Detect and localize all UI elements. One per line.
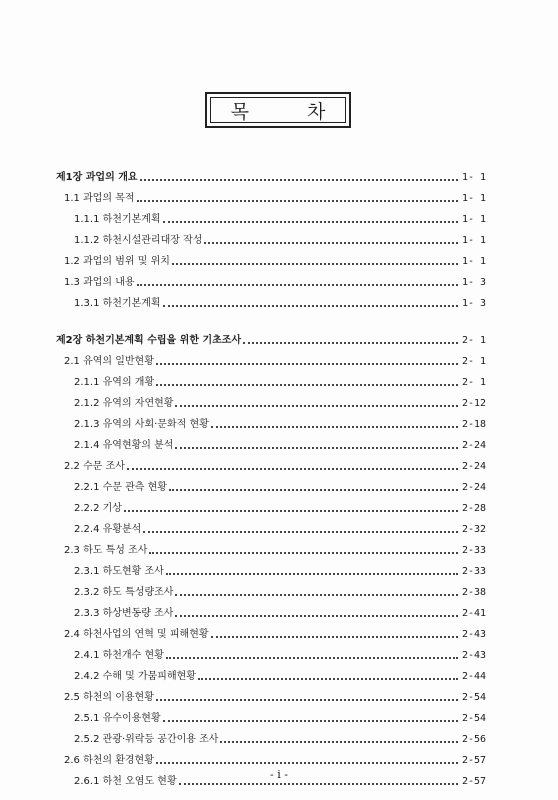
toc-entry-page: 2-57	[462, 776, 487, 787]
toc-entry-page: 2-54	[462, 692, 487, 703]
toc-leader-dots	[211, 636, 458, 638]
toc-leader-dots	[163, 720, 458, 722]
toc-entry-label: 2.6.1 하천 오염도 현황	[74, 776, 177, 787]
toc-leader-dots	[156, 762, 458, 764]
table-of-contents	[56, 166, 492, 791]
toc-subsection-entry	[56, 665, 492, 686]
toc-entry-page: 2-57	[462, 755, 487, 766]
toc-entry-page: 1- 1	[462, 193, 487, 204]
toc-subsection-entry	[56, 229, 492, 250]
toc-entry-label: 1.1 과업의 목적	[64, 193, 135, 204]
toc-entry-label: 2.1.2 유역의 자연현황	[74, 398, 174, 409]
toc-leader-dots	[166, 573, 458, 575]
toc-entry-page: 2-41	[462, 608, 487, 619]
toc-entry-page: 1- 3	[462, 298, 487, 309]
toc-leader-dots	[172, 263, 458, 265]
toc-entry-label: 2.2 수문 조사	[64, 461, 125, 472]
toc-subsection-entry	[56, 581, 492, 602]
toc-section-entry	[56, 686, 492, 707]
toc-entry-label: 2.2.1 수문 관측 현황	[74, 482, 167, 493]
toc-entry-label: 2.4.1 하천개수 현황	[74, 650, 164, 661]
toc-subsection-entry	[56, 644, 492, 665]
toc-entry-label: 제1장 과업의 개요	[56, 172, 138, 183]
toc-entry-page: 1- 1	[462, 214, 487, 225]
toc-section-entry	[56, 250, 492, 271]
toc-entry-label: 2.2.2 기상	[74, 503, 122, 514]
toc-section-entry	[56, 455, 492, 476]
toc-leader-dots	[137, 284, 458, 286]
toc-leader-dots	[179, 783, 458, 785]
toc-entry-page: 1- 3	[462, 277, 487, 288]
toc-leader-dots	[243, 342, 458, 344]
toc-entry-label: 2.3.3 하상변동량 조사	[74, 608, 174, 619]
toc-leader-dots	[175, 594, 458, 596]
page-number: - i -	[270, 768, 288, 781]
toc-subsection-entry	[56, 476, 492, 497]
title-box	[205, 92, 351, 128]
toc-entry-page: 2- 1	[462, 335, 487, 346]
toc-subsection-entry	[56, 560, 492, 581]
toc-entry-label: 제2장 하천기본계획 수립을 위한 기초조사	[56, 335, 242, 346]
toc-leader-dots	[220, 741, 458, 743]
toc-subsection-entry	[56, 371, 492, 392]
toc-leader-dots	[163, 305, 458, 307]
toc-entry-page: 1- 1	[462, 256, 487, 267]
toc-subsection-entry	[56, 434, 492, 455]
toc-leader-dots	[143, 531, 458, 533]
toc-leader-dots	[156, 384, 458, 386]
toc-entry-label: 2.5.2 관광·위락등 공간이용 조사	[74, 734, 219, 745]
toc-section-entry	[56, 187, 492, 208]
toc-entry-label: 2.2.4 유황분석	[74, 524, 142, 535]
toc-entry-label: 2.3.2 하도 특성량조사	[74, 587, 174, 598]
toc-entry-page: 2-33	[462, 566, 487, 577]
toc-subsection-entry	[56, 602, 492, 623]
toc-leader-dots	[156, 699, 458, 701]
toc-entry-page: 2-24	[462, 440, 487, 451]
toc-section-entry	[56, 350, 492, 371]
toc-leader-dots	[156, 363, 458, 365]
toc-entry-page: 2-56	[462, 734, 487, 745]
toc-entry-label: 2.1.1 유역의 개황	[74, 377, 155, 388]
toc-entry-label: 2.6 하천의 환경현황	[64, 755, 154, 766]
toc-subsection-entry	[56, 728, 492, 749]
toc-entry-label: 2.5.1 유수이용현황	[74, 713, 161, 724]
toc-leader-dots	[149, 552, 458, 554]
toc-entry-page: 2-18	[462, 419, 487, 430]
toc-leader-dots	[166, 657, 458, 659]
toc-entry-page: 2-43	[462, 629, 487, 640]
toc-entry-page: 2-33	[462, 545, 487, 556]
toc-chapter-entry	[56, 166, 492, 187]
toc-leader-dots	[211, 426, 458, 428]
toc-entry-label: 1.1.2 하천시설관리대장 작성	[74, 235, 203, 246]
toc-entry-label: 1.2 과업의 범위 및 위치	[64, 256, 170, 267]
toc-leader-dots	[204, 242, 458, 244]
toc-section-entry	[56, 749, 492, 770]
toc-section-entry	[56, 271, 492, 292]
toc-subsection-entry	[56, 292, 492, 313]
toc-section-entry	[56, 623, 492, 644]
toc-leader-dots	[175, 447, 458, 449]
toc-entry-label: 2.1.3 유역의 사회·문화적 현황	[74, 419, 209, 430]
toc-entry-page: 2-12	[462, 398, 487, 409]
toc-entry-label: 2.5 하천의 이용현황	[64, 692, 154, 703]
toc-entry-label: 1.3 과업의 내용	[64, 277, 135, 288]
toc-entry-page: 2-44	[462, 671, 487, 682]
toc-chapter-entry	[56, 329, 492, 350]
toc-entry-label: 2.4.2 수해 및 가뭄피해현황	[74, 671, 196, 682]
toc-entry-page: 1- 1	[462, 235, 487, 246]
page-title: 목 차	[230, 100, 352, 123]
toc-entry-label: 2.3.1 하도현황 조사	[74, 566, 164, 577]
toc-entry-page: 2-38	[462, 587, 487, 598]
toc-entry-page: 2-43	[462, 650, 487, 661]
toc-entry-label: 1.3.1 하천기본계획	[74, 298, 161, 309]
toc-leader-dots	[169, 489, 458, 491]
toc-leader-dots	[140, 179, 458, 181]
toc-leader-dots	[198, 678, 458, 680]
toc-leader-dots	[163, 221, 458, 223]
toc-subsection-entry	[56, 518, 492, 539]
toc-leader-dots	[175, 615, 458, 617]
toc-entry-page: 2-54	[462, 713, 487, 724]
toc-subsection-entry	[56, 392, 492, 413]
toc-entry-label: 2.1 유역의 일반현황	[64, 356, 154, 367]
toc-entry-page: 2-32	[462, 524, 487, 535]
toc-subsection-entry	[56, 208, 492, 229]
toc-section-entry	[56, 539, 492, 560]
toc-leader-dots	[124, 510, 458, 512]
toc-entry-label: 2.1.4 유역현황의 분석	[74, 440, 174, 451]
toc-subsection-entry	[56, 497, 492, 518]
toc-entry-page: 2-24	[462, 461, 487, 472]
toc-subsection-entry	[56, 707, 492, 728]
toc-entry-label: 2.3 하도 특성 조사	[64, 545, 148, 556]
toc-entry-page: 2- 1	[462, 377, 487, 388]
toc-entry-label: 1.1.1 하천기본계획	[74, 214, 161, 225]
toc-subsection-entry	[56, 413, 492, 434]
toc-leader-dots	[175, 405, 458, 407]
toc-leader-dots	[127, 468, 458, 470]
toc-leader-dots	[137, 200, 458, 202]
toc-entry-page: 2-24	[462, 482, 487, 493]
toc-entry-page: 2-28	[462, 503, 487, 514]
toc-entry-page: 1- 1	[462, 172, 487, 183]
toc-entry-page: 2- 1	[462, 356, 487, 367]
toc-entry-label: 2.4 하천사업의 연혁 및 피해현황	[64, 629, 209, 640]
